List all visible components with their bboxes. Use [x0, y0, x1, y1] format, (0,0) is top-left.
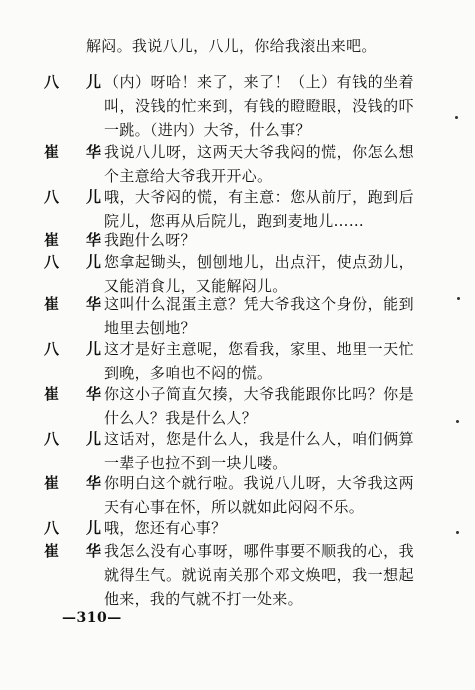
dialogue-text: 哦，大爷闷的慌，有主意：您从前厅，跑到后院儿，您再从后院儿，跑到麦地儿……	[104, 188, 414, 230]
speaker-name: 崔 华	[44, 231, 108, 249]
speaker-name: 崔 华	[44, 474, 108, 492]
speaker-name: 八 儿	[44, 430, 108, 448]
speaker-name: 八 儿	[44, 519, 108, 537]
dialogue-entry	[44, 382, 424, 430]
print-speck	[455, 116, 458, 119]
page-number: —310—	[62, 610, 122, 626]
dialogue-entry	[44, 140, 424, 188]
dialogue-entry	[44, 292, 424, 340]
dialogue-text: 这话对，您是什么人，我是什么人，咱们俩算一辈子也拉不到一块儿喽。	[104, 430, 414, 472]
dialogue-text: 哦，您还有心事？	[104, 519, 227, 537]
dialogue-text: 我跑什么呀？	[104, 231, 196, 249]
dialogue-entry	[44, 337, 424, 385]
speaker-name: 八 儿	[44, 73, 108, 91]
dialogue-text: 你明白这个就行啦。我说八儿呀，大爷我这两天有心事在怀，所以就如此闷闷不乐。	[104, 474, 414, 516]
dialogue-entry	[44, 539, 424, 611]
speaker-name: 崔 华	[44, 295, 108, 313]
speaker-name: 八 儿	[44, 253, 108, 271]
dialogue-text: 我说八儿呀，这两天大爷我闷的慌，你怎么想个主意给大爷我开开心。	[104, 143, 414, 185]
speaker-name: 崔 华	[44, 143, 108, 161]
dialogue-text: 你这小子简直欠揍，大爷我能跟你比吗？你是什么人？我是什么人？	[104, 385, 414, 427]
dialogue-text: 我怎么没有心事呀，哪件事要不顺我的心，我就得生气。就说南关那个邓文焕吧，我一想起他来，我的气就不打一处来。	[104, 542, 414, 608]
dialogue-entry	[44, 516, 424, 540]
dialogue-entry	[44, 228, 424, 252]
dialogue-text: 这叫什么混蛋主意？凭大爷我这个身份，能到地里去刨地？	[104, 295, 414, 337]
dialogue-text: 您拿起锄头，刨刨地儿，出点汗，使点劲儿，又能消食儿，又能解闷儿。	[104, 253, 414, 295]
speaker-name: 八 儿	[44, 188, 108, 206]
dialogue-entry	[44, 250, 424, 298]
dialogue-text: 这才是好主意呢，您看我，家里、地里一天忙到晚，多咱也不闷的慌。	[104, 340, 414, 382]
continuation-line: 解闷。我说八儿，八儿，你给我滚出来吧。	[86, 37, 377, 55]
dialogue-text: （内）呀哈！来了，来了！（上）有钱的坐着叫，没钱的忙来到，有钱的瞪瞪眼，没钱的吓一跳。（进内）大爷，什么事？	[104, 73, 414, 139]
speaker-name: 崔 华	[44, 385, 108, 403]
dialogue-entry	[44, 185, 424, 233]
print-speck	[457, 297, 460, 300]
speaker-name: 八 儿	[44, 340, 108, 358]
print-speck	[456, 531, 459, 534]
dialogue-entry	[44, 427, 424, 475]
dialogue-entry	[44, 471, 424, 519]
speaker-name: 崔 华	[44, 542, 108, 560]
dialogue-entry	[44, 70, 424, 142]
print-speck	[456, 420, 459, 423]
